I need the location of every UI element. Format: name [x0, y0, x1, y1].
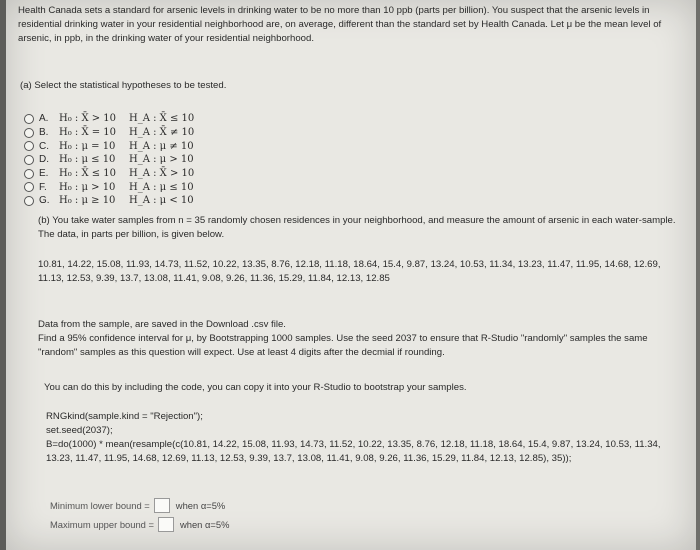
option-e[interactable]: E. H₀ : X̄ ≤ 10 H_A : X̄ > 10	[24, 167, 194, 181]
code-line: set.seed(2037);	[46, 425, 113, 436]
max-bound-row	[50, 517, 229, 532]
code-hint: You can do this by including the code, you can copy it into your R-Studio to bootstrap your samples.	[44, 382, 467, 393]
radio-button[interactable]	[24, 155, 34, 165]
min-alpha-label: when α=5%	[175, 500, 226, 511]
option-c[interactable]: C. H₀ : μ = 10 H_A : μ ≠ 10	[24, 139, 194, 153]
option-f[interactable]: F. H₀ : μ > 10 H_A : μ ≤ 10	[24, 180, 194, 194]
radio-button[interactable]	[24, 182, 34, 192]
question-page	[6, 0, 696, 550]
radio-button[interactable]	[24, 196, 34, 206]
intro-text: Health Canada sets a standard for arsenic levels in drinking water to be no more than 10 ppb (parts per billion). You suspect that the arsenic levels in residential drinking water in your residential neighborhood are, on average, different than the standard set by Health Canada. Let μ be the mean level of arsenic, in ppb, in the drinking water of your residential neighborhood.	[18, 5, 662, 44]
hypothesis-options	[24, 112, 194, 208]
bootstrap-instructions: Find a 95% confidence interval for μ, by Bootstrapping 1000 samples. Use the seed 2037 to ensure that R-Studio "randomly" samples the same "random" samples as this question will expect. Use at least 4 digits after the decmial if rounding.	[38, 333, 648, 358]
code-line: RNGkind(sample.kind = "Rejection");	[46, 411, 203, 422]
part-b-prompt: (b) You take water samples from n = 35 randomly chosen residences in your neighborhood, and measure the amount of arsenic in each water-sample. The data, in parts per billion, is given below.	[38, 215, 676, 240]
radio-button[interactable]	[24, 169, 34, 179]
min-bound-input[interactable]	[154, 498, 170, 513]
max-bound-input[interactable]	[158, 517, 174, 532]
part-a-prompt: (a) Select the statistical hypotheses to be tested.	[20, 80, 227, 91]
max-alpha-label: when α=5%	[179, 519, 230, 530]
code-line: 13.23, 11.47, 11.95, 14.68, 12.69, 11.13, 12.53, 9.39, 13.7, 13.08, 11.41, 9.08, 9.26, 11.36, 15.29, 11.84, 12.13, 12.85), 35));	[46, 453, 572, 464]
min-bound-row	[50, 498, 225, 513]
option-b[interactable]: B. H₀ : X̄ = 10 H_A : X̄ ≠ 10	[24, 126, 194, 140]
code-line: B=do(1000) * mean(resample(c(10.81, 14.22, 15.08, 11.93, 14.73, 11.52, 10.22, 13.35, 8.76, 12.18, 11.18, 18.64, 15.4, 9.87, 13.24, 10.53, 11.34,	[46, 439, 661, 450]
option-g[interactable]: G. H₀ : μ ≥ 10 H_A : μ < 10	[24, 194, 194, 208]
r-code-block	[46, 410, 686, 466]
max-bound-label: Maximum upper bound =	[50, 519, 154, 530]
radio-button[interactable]	[24, 114, 34, 124]
option-a[interactable]: A. H₀ : X̄ > 10 H_A : X̄ ≤ 10	[24, 112, 194, 126]
min-bound-label: Minimum lower bound =	[50, 500, 150, 511]
radio-button[interactable]	[24, 128, 34, 138]
radio-button[interactable]	[24, 141, 34, 151]
sample-data: 10.81, 14.22, 15.08, 11.93, 14.73, 11.52, 10.22, 13.35, 8.76, 12.18, 11.18, 18.64, 15.4, 9.87, 13.24, 10.53, 11.34, 13.23, 11.47, 11.95, 14.68, 12.69, 11.13, 12.53, 9.39, 13.7, 13.08, 11.41, 9.08, 9.26, 11.36, 15.29, 11.84, 12.13, 12.85	[38, 259, 661, 284]
option-d[interactable]: D. H₀ : μ ≤ 10 H_A : μ > 10	[24, 153, 194, 167]
download-note: Data from the sample, are saved in the Download .csv file.	[38, 319, 286, 330]
